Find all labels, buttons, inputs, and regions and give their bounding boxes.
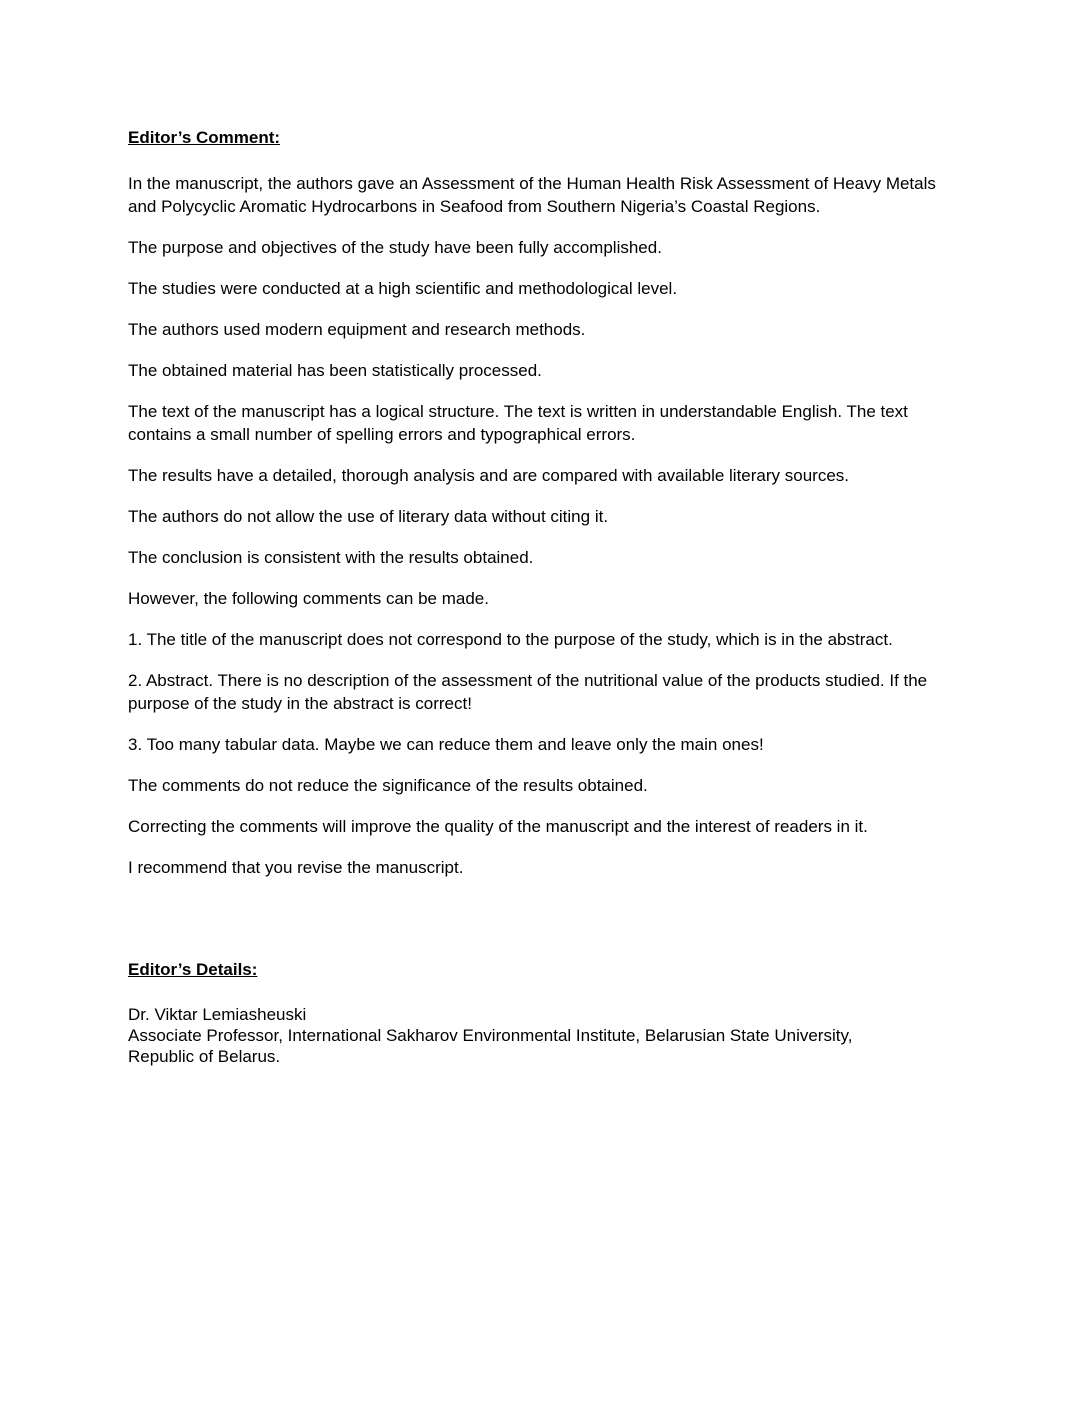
comment-paragraph-9: The conclusion is consistent with the results obtained.: [128, 548, 534, 567]
comment-paragraph-10: However, the following comments can be made.: [128, 589, 489, 608]
comment-numbered-item-3: 3. Too many tabular data. Maybe we can reduce them and leave only the main ones!: [128, 735, 764, 754]
comment-paragraph-15: Correcting the comments will improve the quality of the manuscript and the interest of readers in it.: [128, 817, 868, 836]
comment-paragraph-4: The authors used modern equipment and research methods.: [128, 320, 586, 339]
comment-paragraph-14: The comments do not reduce the significance of the results obtained.: [128, 776, 648, 795]
editor-country: Republic of Belarus.: [128, 1047, 281, 1066]
comment-paragraph-2: The purpose and objectives of the study have been fully accomplished.: [128, 238, 662, 257]
editor-details-block: [128, 1004, 958, 1067]
section-spacer: [128, 897, 958, 959]
comment-paragraph-7: The results have a detailed, thorough analysis and are compared with available literary sources.: [128, 466, 850, 485]
comment-paragraph-5: The obtained material has been statistically processed.: [128, 361, 542, 380]
comment-paragraph-8: The authors do not allow the use of literary data without citing it.: [128, 507, 609, 526]
comment-numbered-item-2: 2. Abstract. There is no description of the assessment of the nutritional value of the products studied. If the purpose of the study in the abstract is correct!: [128, 671, 928, 713]
editor-name: Dr. Viktar Lemiasheuski: [128, 1005, 307, 1024]
comment-numbered-item-1: 1. The title of the manuscript does not correspond to the purpose of the study, which is in the abstract.: [128, 630, 893, 649]
comment-recommendation: I recommend that you revise the manuscript.: [128, 858, 464, 877]
comment-paragraph-1: In the manuscript, the authors gave an Assessment of the Human Health Risk Assessment of Heavy Metals and Polycyclic Aromatic Hydrocarbons in Seafood from Southern Nigeria’s Coastal Regions.: [128, 174, 936, 216]
comment-paragraph-3: The studies were conducted at a high scientific and methodological level.: [128, 279, 678, 298]
comment-paragraph-6: The text of the manuscript has a logical structure. The text is written in understandable English. The text contains a small number of spelling errors and typographical errors.: [128, 402, 908, 444]
editor-affiliation: Associate Professor, International Sakharov Environmental Institute, Belarusian State University,: [128, 1026, 853, 1045]
editor-comment-heading: Editor’s Comment:: [128, 128, 281, 147]
editor-details-heading: Editor’s Details:: [128, 960, 258, 979]
document-content: [128, 127, 958, 1067]
